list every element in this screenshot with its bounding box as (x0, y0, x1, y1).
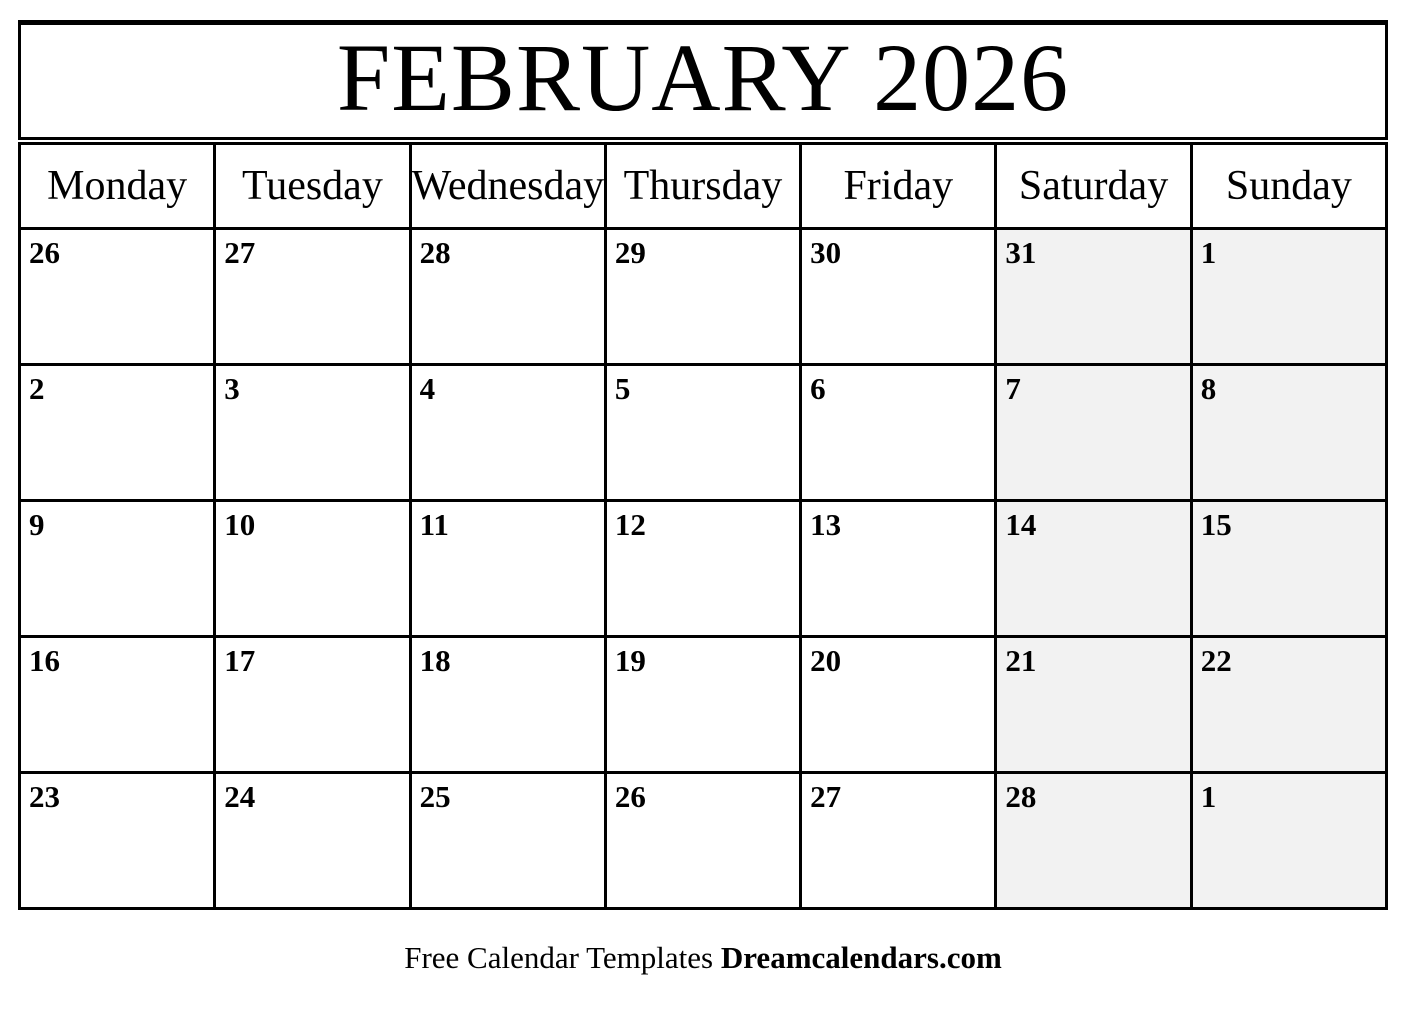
day-cell-weekend (996, 773, 1191, 909)
day-number: 11 (419, 507, 449, 542)
day-cell-weekend (1191, 501, 1386, 637)
day-cell (801, 501, 996, 637)
day-cell (605, 501, 800, 637)
day-number: 23 (29, 779, 60, 814)
weekday-header-sunday: Sunday (1191, 144, 1386, 229)
weekday-header-monday: Monday (20, 144, 215, 229)
day-cell (605, 773, 800, 909)
day-cell-weekend (996, 365, 1191, 501)
day-number: 3 (224, 371, 240, 406)
weekday-header-friday: Friday (801, 144, 996, 229)
day-cell (605, 229, 800, 365)
calendar-grid (18, 142, 1388, 910)
day-cell (215, 229, 410, 365)
footer-brand: Dreamcalendars.com (720, 940, 1002, 975)
day-number: 21 (1005, 643, 1037, 678)
day-number: 25 (419, 779, 451, 814)
weekday-header-row (20, 144, 1387, 229)
day-cell-weekend (996, 501, 1191, 637)
day-cell (605, 365, 800, 501)
footer-text: Free Calendar Templates (404, 940, 721, 975)
day-number: 30 (810, 235, 842, 270)
day-cell (20, 365, 215, 501)
day-cell (801, 229, 996, 365)
week-row-2 (20, 365, 1387, 501)
day-cell-weekend (1191, 637, 1386, 773)
day-number: 4 (419, 371, 436, 406)
day-cell (215, 365, 410, 501)
day-number: 28 (419, 235, 451, 270)
day-number: 16 (29, 643, 60, 678)
calendar-title: FEBRUARY 2026 (336, 24, 1070, 131)
day-number: 9 (29, 507, 45, 542)
day-number: 13 (810, 507, 842, 542)
day-number: 8 (1200, 371, 1217, 406)
weekday-header-tuesday: Tuesday (215, 144, 410, 229)
day-number: 10 (224, 507, 256, 542)
day-cell (801, 773, 996, 909)
day-cell (20, 637, 215, 773)
day-cell-weekend (1191, 229, 1386, 365)
day-number: 2 (29, 371, 45, 406)
day-number: 29 (614, 235, 646, 270)
weekday-header-wednesday: Wednesday (410, 144, 605, 229)
day-number: 5 (614, 371, 631, 406)
day-number: 1 (1200, 779, 1217, 814)
day-cell (801, 365, 996, 501)
day-cell (215, 773, 410, 909)
day-cell (410, 773, 605, 909)
day-cell (410, 637, 605, 773)
day-cell-weekend (1191, 773, 1386, 909)
day-number: 12 (614, 507, 646, 542)
day-number: 28 (1005, 779, 1037, 814)
calendar-title-box (18, 20, 1388, 140)
day-number: 24 (224, 779, 256, 814)
day-cell (605, 637, 800, 773)
day-number: 15 (1200, 507, 1232, 542)
day-cell (20, 773, 215, 909)
day-cell-weekend (996, 637, 1191, 773)
day-cell (410, 365, 605, 501)
day-cell (410, 229, 605, 365)
day-number: 31 (1005, 235, 1037, 270)
day-cell (20, 229, 215, 365)
day-cell-weekend (1191, 365, 1386, 501)
day-number: 22 (1200, 643, 1232, 678)
day-cell (215, 501, 410, 637)
footer (0, 936, 1406, 980)
day-cell (410, 501, 605, 637)
day-number: 27 (224, 235, 256, 270)
week-row-1 (20, 229, 1387, 365)
day-number: 26 (614, 779, 646, 814)
day-cell (215, 637, 410, 773)
day-number: 1 (1200, 235, 1217, 270)
day-number: 7 (1005, 371, 1021, 406)
weekday-header-thursday: Thursday (605, 144, 800, 229)
day-number: 18 (419, 643, 451, 678)
week-row-4 (20, 637, 1387, 773)
day-cell (801, 637, 996, 773)
day-number: 27 (810, 779, 842, 814)
week-row-3 (20, 501, 1387, 637)
day-number: 14 (1005, 507, 1037, 542)
day-cell-weekend (996, 229, 1191, 365)
day-number: 17 (224, 643, 256, 678)
day-number: 19 (614, 643, 646, 678)
day-number: 26 (29, 235, 60, 270)
day-number: 20 (810, 643, 842, 678)
day-number: 6 (810, 371, 826, 406)
weekday-header-saturday: Saturday (996, 144, 1191, 229)
day-cell (20, 501, 215, 637)
week-row-5 (20, 773, 1387, 909)
